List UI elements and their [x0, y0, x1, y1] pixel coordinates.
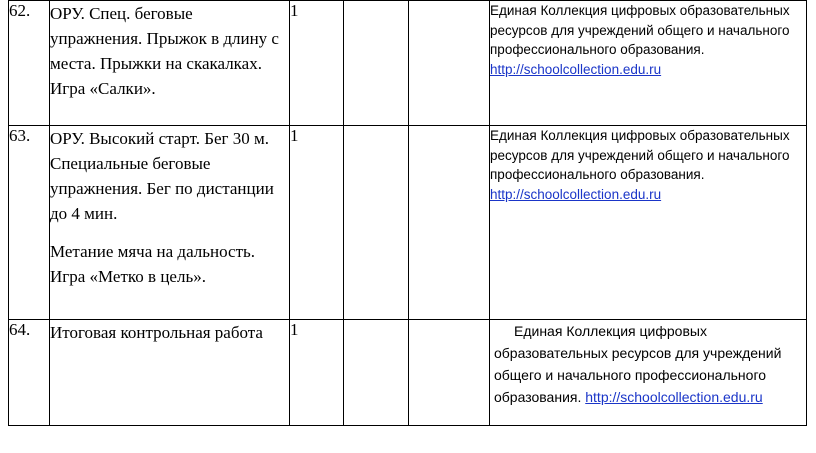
- lesson-number: 62.: [9, 1, 50, 126]
- resource-link[interactable]: http://schoolcollection.edu.ru: [585, 389, 763, 405]
- empty-cell: [344, 320, 409, 426]
- topic-text: ОРУ. Спец. беговые упражнения. Прыжок в длину с места. Прыжки на скакалках. Игра «Салки».: [50, 4, 279, 98]
- topic-text: Метание мяча на дальность. Игра «Метко в цель».: [50, 242, 256, 286]
- resource-cell: [490, 126, 807, 320]
- empty-cell: [409, 320, 490, 426]
- topic-text: Итоговая контрольная работа: [50, 323, 263, 342]
- lesson-number: 64.: [9, 320, 50, 426]
- empty-cell: [344, 126, 409, 320]
- table-row: [9, 1, 807, 126]
- empty-cell: [344, 1, 409, 126]
- resource-text: образовательных ресурсов для учреждений общего и начального профессионального образования.: [494, 345, 782, 405]
- lesson-hours: 1: [290, 126, 344, 320]
- lesson-number: 63.: [9, 126, 50, 320]
- resource-link[interactable]: http://schoolcollection.edu.ru: [490, 186, 662, 202]
- resource-cell: [490, 1, 807, 126]
- empty-cell: [409, 1, 490, 126]
- lesson-topic: [50, 1, 290, 126]
- lessons-table: [8, 0, 807, 426]
- resource-link[interactable]: http://schoolcollection.edu.ru: [490, 61, 662, 77]
- lesson-topic: [50, 126, 290, 320]
- resource-text: Единая Коллекция цифровых образовательных ресурсов для учреждений общего и начального профессионального образования.: [490, 3, 790, 57]
- resource-cell: [490, 320, 807, 426]
- topic-text: ОРУ. Высокий старт. Бег 30 м. Специальные беговые упражнения. Бег по дистанции до 4 мин.: [50, 129, 274, 223]
- resource-text: Единая Коллекция цифровых: [514, 323, 707, 339]
- table-row: [9, 126, 807, 320]
- resource-text: Единая Коллекция цифровых образовательных ресурсов для учреждений общего и начального профессионального образования.: [490, 128, 790, 182]
- empty-cell: [409, 126, 490, 320]
- table-row: [9, 320, 807, 426]
- lesson-hours: 1: [290, 1, 344, 126]
- lesson-topic: [50, 320, 290, 426]
- lesson-hours: 1: [290, 320, 344, 426]
